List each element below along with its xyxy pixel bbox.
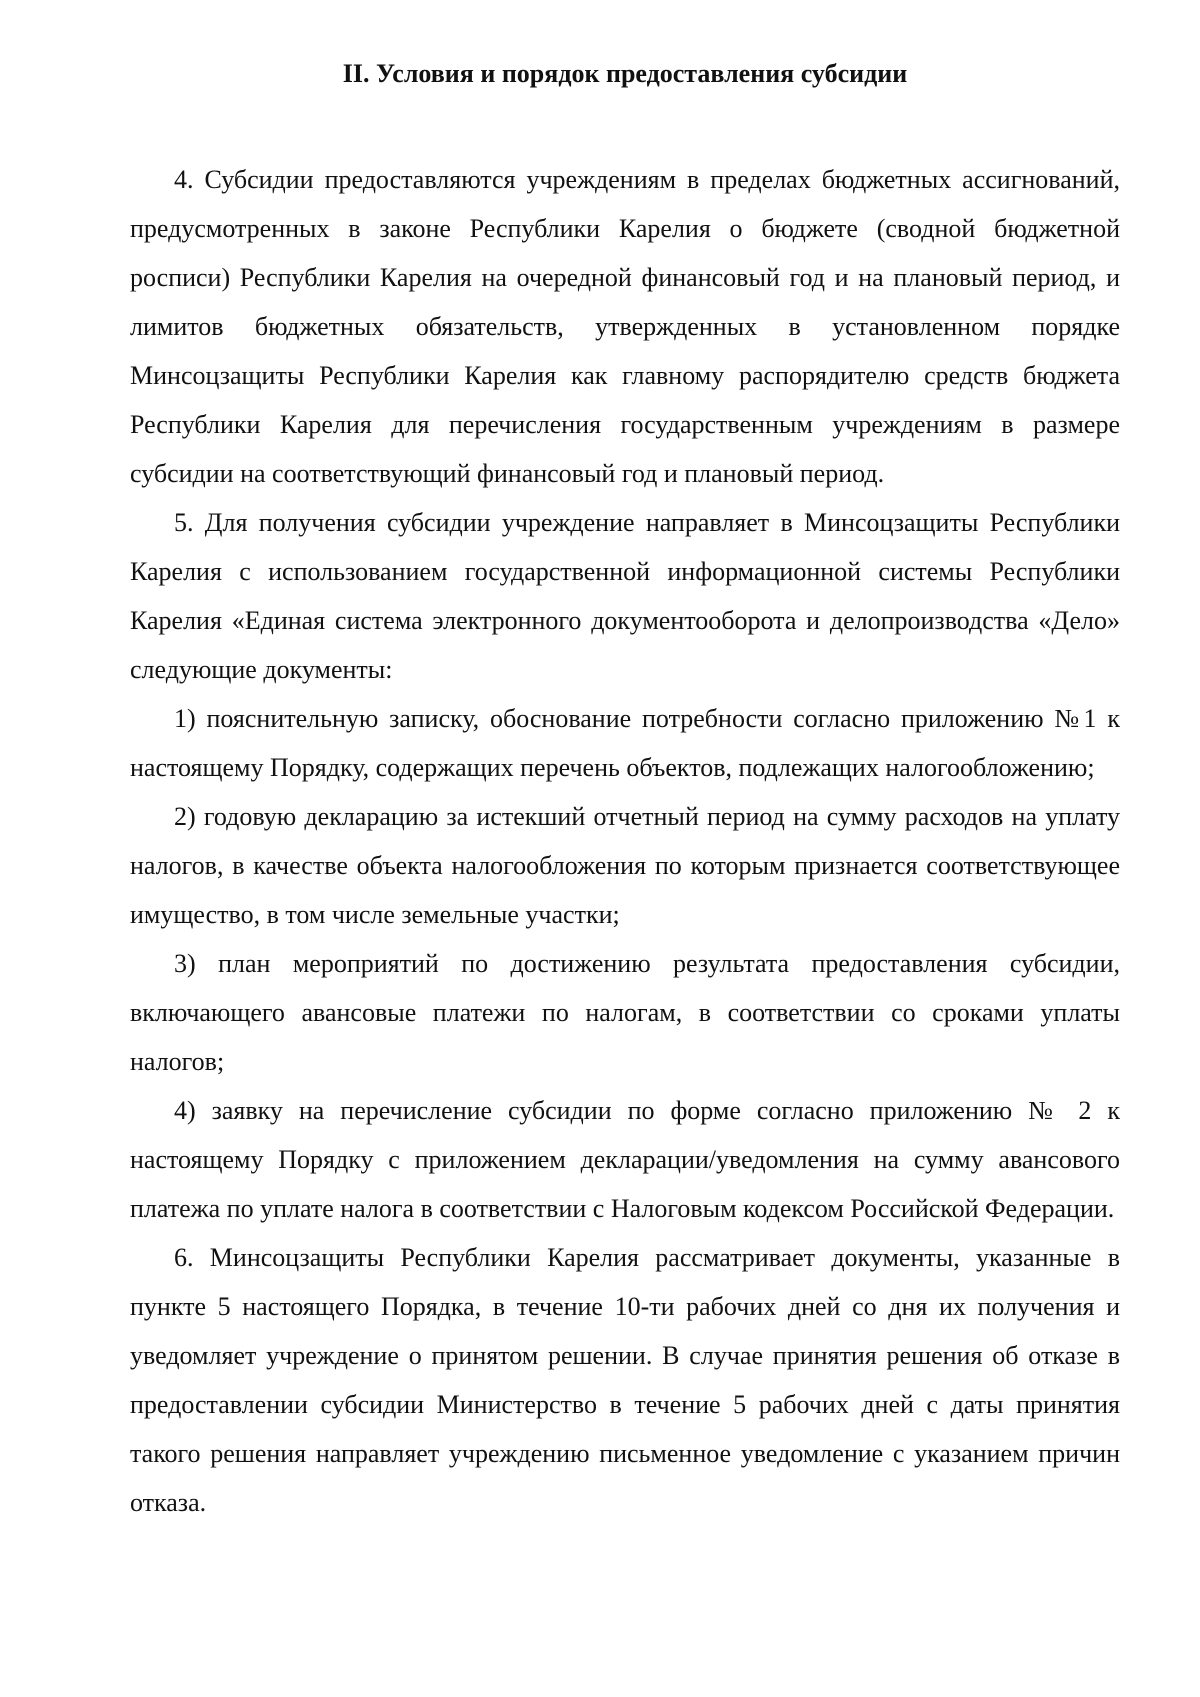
paragraph-6: 6. Минсоцзащиты Республики Карелия рассматривает документы, указанные в пункте 5 настоящего Порядка, в течение 10-ти рабочих дней со дня их получения и уведомляет учреждение о принятом решении. В случае принятия решения об отказе в предоставлении субсидии Министерство в течение 5 рабочих дней с даты принятия такого решения направляет учреждению письменное уведомление с указанием причин отказа. [130, 1243, 1120, 1517]
list-item-1: 1) пояснительную записку, обоснование потребности согласно приложению №1 к настоящему Порядку, содержащих перечень объектов, подлежащих налогообложению; [130, 704, 1120, 782]
section-heading: II. Условия и порядок предоставления субсидии [342, 59, 908, 88]
paragraph-5: 5. Для получения субсидии учреждение направляет в Минсоцзащиты Республики Карелия с использованием государственной информационной системы Республики Карелия «Единая система электронного документооборота и делопроизводства «Дело» следующие документы: [130, 508, 1120, 684]
list-item-4: 4) заявку на перечисление субсидии по форме согласно приложению № 2 к настоящему Порядку с приложением декларации/уведомления на сумму авансового платежа по уплате налога в соответствии с Налоговым кодексом Российской Федерации. [130, 1096, 1120, 1223]
list-item-3: 3) план мероприятий по достижению результата предоставления субсидии, включающего авансовые платежи по налогам, в соответствии со сроками уплаты налогов; [130, 949, 1120, 1076]
paragraph-4: 4. Субсидии предоставляются учреждениям в пределах бюджетных ассигнований, предусмотренных в законе Республики Карелия о бюджете (сводной бюджетной росписи) Республики Карелия на очередной финансовый год и на плановый период, и лимитов бюджетных обязательств, утвержденных в установленном порядке Минсоцзащиты Республики Карелия как главному распорядителю средств бюджета Республики Карелия для перечисления государственным учреждениям в размере субсидии на соответствующий финансовый год и плановый период. [130, 165, 1120, 488]
list-item-2: 2) годовую декларацию за истекший отчетный период на сумму расходов на уплату налогов, в качестве объекта налогообложения по которым признается соответствующее имущество, в том числе земельные участки; [130, 802, 1120, 929]
document-page [130, 58, 1120, 1527]
